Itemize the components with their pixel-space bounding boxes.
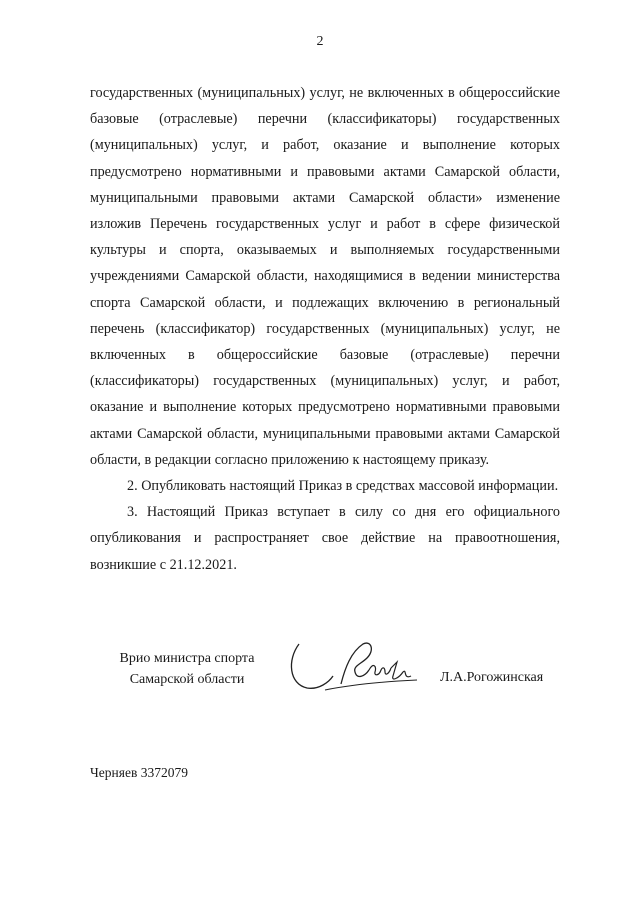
paragraph-continuation: государственных (муниципальных) услуг, не включенных в общероссийские базовые (отраслевые) перечни (классификаторы) государственных (муниципальных) услуг, и работ, оказание и выполнение которых предусмотрено нормативными и правовыми актами Самарской области, муниципальными правовыми актами Самарской области» изменение изложив Перечень государственных услуг и работ в сфере физической культуры и спорта, оказываемых и выполняемых государственными учреждениями Самарской области, находящимися в ведении министерства спорта Самарской области, и подлежащих включению в региональный перечень (классификатор) государственных (муниципальных) услуг, не включенных в общероссийские базовые (отраслевые) перечни (классификаторы) государственных (муниципальных) услуг, и работ, оказание и выполнение которых предусмотрено нормативными правовыми актами Самарской области, муниципальными правовыми актами Самарской области, в редакции согласно приложению к настоящему приказу. <box>90 85 560 468</box>
paragraph-item-2: 2. Опубликовать настоящий Приказ в средствах массовой информации. <box>127 478 559 495</box>
signatory-title <box>112 648 262 690</box>
signatory-title-line1: Врио министра спорта <box>119 651 255 666</box>
signatory-name: Л.А.Рогожинская <box>440 670 544 685</box>
document-body <box>90 80 560 578</box>
paragraph-item-3: 3. Настоящий Приказ вступает в силу со дня его официального опубликования и распространяет свое действие на правоотношения, возникшие с 21.12.2021. <box>90 504 560 573</box>
page-number: 2 <box>316 34 324 49</box>
handwritten-signature <box>285 632 425 702</box>
signatory-title-line2: Самарской области <box>129 672 245 687</box>
author-contact: Черняев 3372079 <box>90 765 188 780</box>
